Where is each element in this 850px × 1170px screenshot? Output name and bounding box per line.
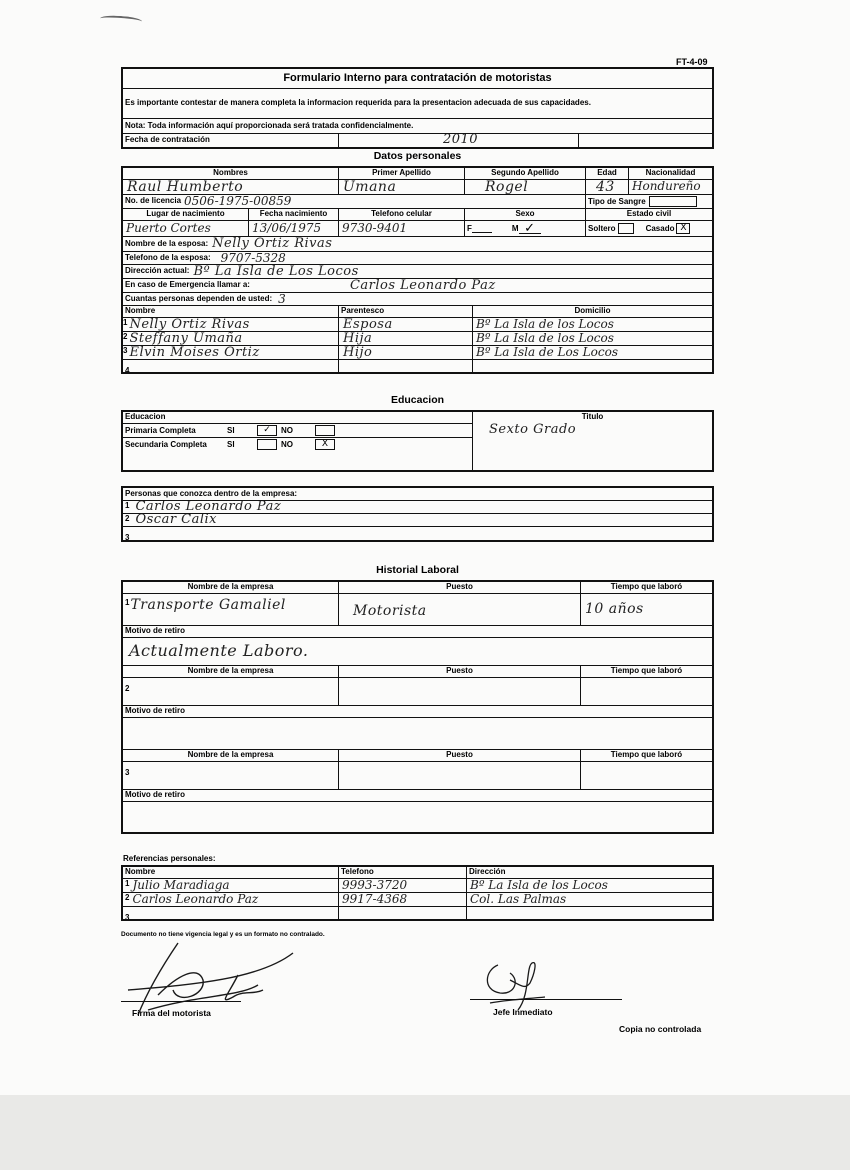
table-row: 2 Carlos Leonardo Paz 9917-4368 Col. Las Palmas (123, 893, 712, 907)
esposa-label: Nombre de la esposa: (125, 239, 209, 248)
hire-date-value: 2010 (339, 134, 579, 147)
hdr-primer-apellido: Primer Apellido (339, 168, 465, 179)
fecha-value: 13/06/1975 (249, 221, 339, 236)
hdr-sexo: Sexo (465, 209, 586, 220)
licencia-label: No. de licencia (125, 196, 182, 205)
secundaria-no-checkbox: X (315, 439, 335, 450)
primaria-si-checkbox: ✓ (257, 425, 277, 436)
table-row: 1 Julio Maradiaga 9993-3720 Bº La Isla de los Locos (123, 879, 712, 893)
telefono-value: 9730-9401 (339, 221, 465, 236)
section-datos-personales: Datos personales (373, 150, 462, 162)
edad-value: 43 (586, 180, 629, 194)
job-row: 1 Transporte Gamaliel Motorista 10 años (123, 594, 712, 626)
education-table: Educacion Primaria Completa SI ✓ NO Secundaria Completa SI NO X Titulo Sexto Grado (121, 410, 714, 472)
work-table: Nombre de la empresa Puesto Tiempo que laboró 1 Transporte Gamaliel Motorista 10 años Motivo de retiro Actualmente Laboro. Nombre de la empresa Puesto Tiempo que laboró 2 Motivo de retiro Nombre de la empresa Puesto Tiempo que laboró 3 Motivo de retiro (121, 580, 714, 834)
dep-hdr-domicilio: Domicilio (574, 306, 611, 315)
educacion-label: Educacion (123, 412, 472, 424)
casado-checkbox: X (676, 223, 690, 234)
lugar-value: Puerto Cortes (123, 221, 249, 236)
hdr-segundo-apellido: Segundo Apellido (465, 168, 586, 179)
hdr-lugar: Lugar de nacimiento (123, 209, 249, 220)
secundaria-label: Secundaria Completa (125, 439, 207, 449)
hdr-nacionalidad: Nacionalidad (645, 168, 696, 177)
references-table: Nombre Telefono Dirección 1 Julio Maradiaga 9993-3720 Bº La Isla de los Locos 2 Carlos Leonardo Paz 9917-4368 Col. Las Palmas 3 (121, 865, 714, 921)
footer-note: Documento no tiene vigencia legal y es un formato no contralado. (121, 931, 325, 938)
table-row: 3 (123, 907, 712, 919)
dependen-label: Cuantas personas dependen de usted: (125, 294, 273, 303)
tipo-sangre-label: Tipo de Sangre (588, 196, 646, 206)
hdr-fecha: Fecha nacimiento (249, 209, 339, 220)
dependent-row: 2 Steffany Umaña Hija Bº La Isla de los Locos (123, 332, 712, 346)
form-code: FT-4-09 (676, 57, 708, 67)
header-table (121, 67, 714, 149)
segundo-apellido-value: Rogel (465, 180, 586, 194)
licencia-value: 0506-1975-00859 (184, 195, 292, 208)
people-label: Personas que conozca dentro de la empresa: (125, 489, 298, 498)
copia-no-controlada: Copia no controlada (619, 1024, 702, 1034)
list-item: 2 Oscar Calix (123, 514, 712, 527)
list-item: 3 (125, 533, 130, 540)
hdr-edad: Edad (586, 168, 629, 179)
firma-motorista-label: Firma del motorista (132, 1008, 211, 1018)
soltero-checkbox (618, 223, 634, 234)
hdr-nombres: Nombres (123, 168, 339, 179)
direccion-label: Dirección actual: (125, 266, 190, 275)
section-educacion: Educacion (390, 394, 445, 406)
hdr-estado-civil: Estado civil (626, 209, 672, 218)
direccion-value: Bº La Isla de Los Locos (193, 265, 359, 278)
nombres-value: Raul Humberto (123, 180, 339, 194)
dependent-row: 3 Elvin Moises Ortiz Hijo Bº La Isla de Los Locos (123, 346, 712, 360)
dependent-row: 4 (123, 360, 712, 372)
emergencia-value: Carlos Leonardo Paz (349, 279, 496, 292)
primaria-label: Primaria Completa (125, 425, 196, 435)
hdr-telefono: Telefono celular (339, 209, 465, 220)
nacionalidad-value: Hondureño (632, 180, 701, 193)
motivo-value: Actualmente Laboro. (129, 641, 309, 660)
sexo-f-label: F (467, 223, 472, 233)
esposa-value: Nelly Ortiz Rivas (212, 237, 333, 251)
secundaria-si-checkbox (257, 439, 277, 450)
job-row: 2 (123, 678, 712, 706)
emergencia-label: En caso de Emergencia llamar a: (125, 280, 250, 289)
references-label: Referencias personales: (123, 854, 216, 863)
job-row: 3 (123, 762, 712, 790)
casado-label: Casado (645, 223, 675, 233)
primer-apellido-value: Umana (339, 180, 465, 194)
tipo-sangre-box (649, 196, 697, 207)
form-title: Formulario Interno para contratación de motoristas (283, 72, 552, 84)
dep-hdr-parentesco: Parentesco (339, 306, 473, 317)
soltero-label: Soltero (588, 223, 616, 233)
people-table (121, 486, 714, 542)
list-item: 1 Carlos Leonardo Paz (123, 501, 712, 514)
form-intro: Es importante contestar de manera completa la informacion requerida para la presentacion adecuada de sus capacidades. (125, 98, 591, 107)
tel-esposa-label: Telefono de la esposa: (125, 253, 211, 262)
sexo-m-label: M (511, 223, 519, 233)
dependen-value: 3 (278, 293, 286, 305)
tel-esposa-value: 9707-5328 (220, 252, 286, 264)
dependent-row: 1 Nelly Ortiz Rivas Esposa Bº La Isla de los Locos (123, 318, 712, 332)
titulo-value: Sexto Grado (489, 422, 577, 437)
dep-hdr-nombre: Nombre (123, 306, 339, 317)
form-note: Nota: Toda información aquí proporcionada será tratada confidencialmente. (125, 121, 414, 130)
jefe-inmediato-label: Jefe Inmediato (493, 1007, 553, 1017)
primaria-no-checkbox (315, 425, 335, 436)
titulo-label: Titulo (581, 412, 604, 421)
section-historial-laboral: Historial Laboral (376, 564, 459, 576)
personal-table (121, 166, 714, 374)
scanner-background (0, 1095, 850, 1170)
sexo-m-mark: ✓ (519, 223, 541, 234)
hire-date-label: Fecha de contratación (123, 134, 339, 147)
motorista-signature (118, 935, 358, 1045)
